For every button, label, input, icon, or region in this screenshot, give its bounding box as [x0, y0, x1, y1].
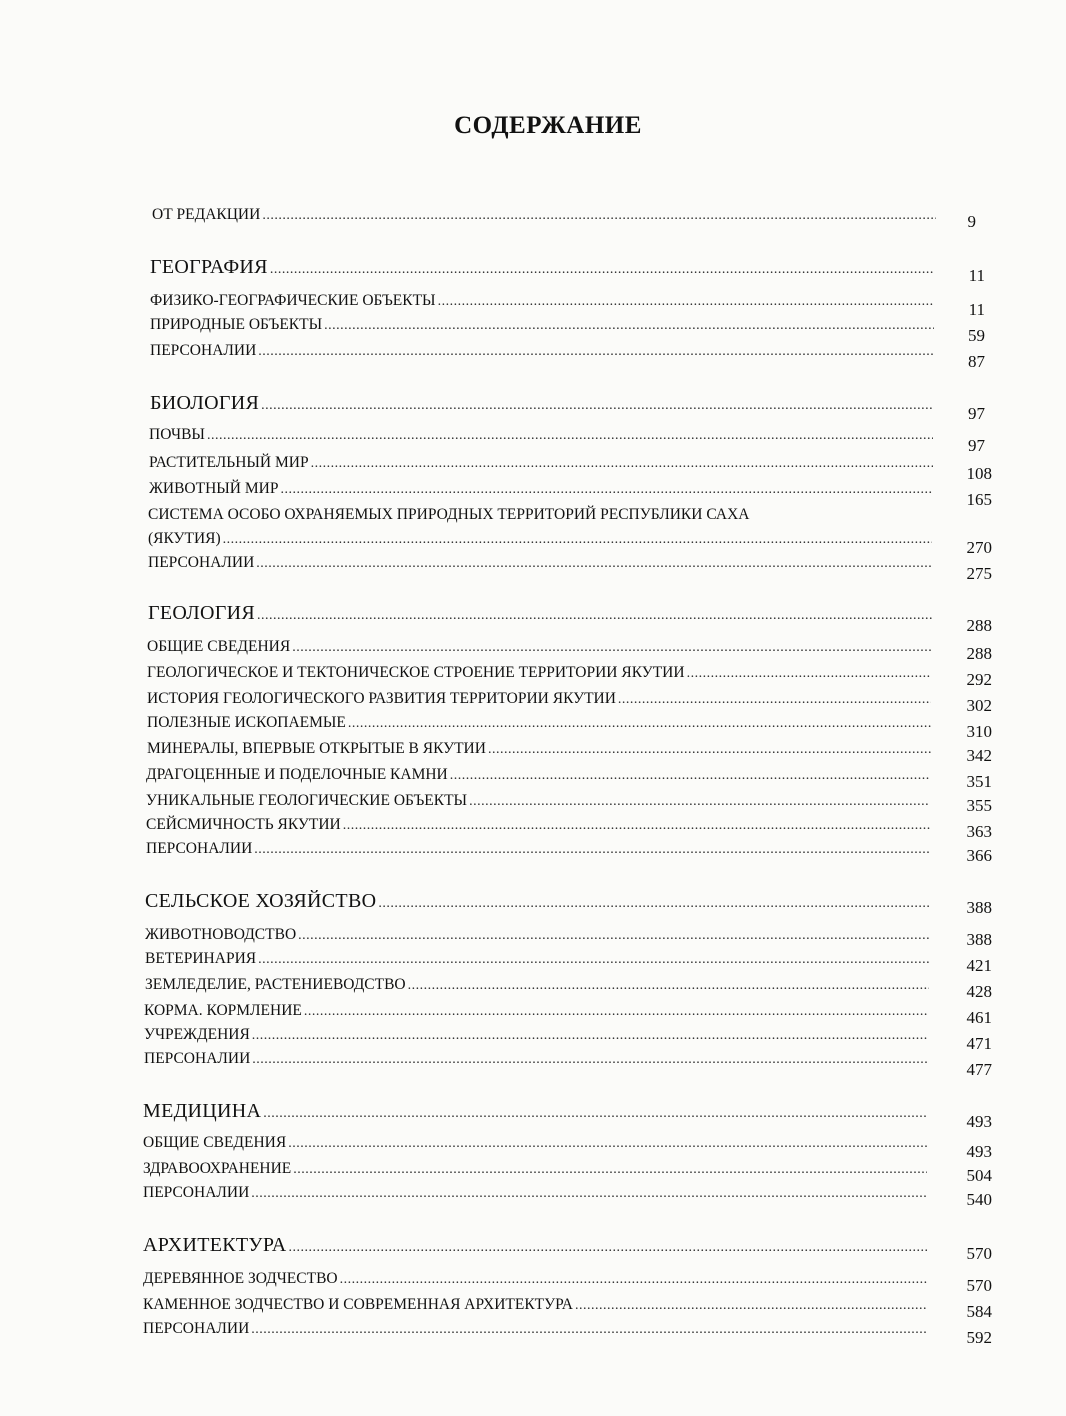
toc-entry[interactable] — [146, 792, 932, 810]
toc-page-number: 292 — [966, 670, 992, 689]
leader-dots — [262, 208, 936, 224]
leader-dots — [292, 640, 931, 656]
toc-entry-label: КОРМА. КОРМЛЕНИЕ — [144, 1002, 302, 1019]
toc-entry-label: ГЕОЛОГИЧЕСКОЕ И ТЕКТОНИЧЕСКОЕ СТРОЕНИЕ ТЕРРИТОРИИ ЯКУТИИ — [147, 664, 685, 681]
toc-entry[interactable] — [149, 426, 935, 444]
toc-entry-label: ПРИРОДНЫЕ ОБЪЕКТЫ — [150, 316, 323, 333]
toc-section-label: БИОЛОГИЯ — [150, 392, 260, 414]
toc-page-number: 275 — [966, 564, 992, 583]
leader-dots — [263, 1106, 927, 1122]
leader-dots — [257, 608, 932, 624]
toc-entry[interactable] — [145, 950, 931, 968]
toc-page-number: 302 — [966, 696, 992, 715]
toc-entry[interactable] — [147, 638, 933, 656]
toc-entry-label: УНИКАЛЬНЫЕ ГЕОЛОГИЧЕСКИЕ ОБЪЕКТЫ — [146, 792, 468, 809]
toc-section[interactable] — [150, 256, 936, 279]
toc-entry[interactable] — [146, 766, 932, 784]
leader-dots — [251, 1186, 927, 1202]
toc-page-number: 366 — [966, 846, 992, 865]
toc-entry-label: ЖИВОТНОВОДСТВО — [145, 926, 297, 943]
toc-entry[interactable] — [147, 714, 933, 732]
toc-page-number: 477 — [966, 1060, 992, 1079]
toc-entry[interactable] — [150, 316, 936, 334]
leader-dots — [207, 428, 933, 444]
toc-entry[interactable] — [145, 926, 931, 944]
toc-entry-label: СЕЙСМИЧНОСТЬ ЯКУТИИ — [146, 816, 341, 833]
toc-page-number: 288 — [966, 616, 992, 635]
toc-entry-label: ЗЕМЛЕДЕЛИЕ, РАСТЕНИЕВОДСТВО — [145, 976, 406, 993]
leader-dots — [311, 456, 933, 472]
page-title: СОДЕРЖАНИЕ — [454, 112, 642, 139]
leader-dots — [258, 952, 929, 968]
leader-dots — [258, 344, 934, 360]
toc-entry-label: (ЯКУТИЯ) — [148, 530, 221, 547]
toc-page-number: 570 — [966, 1276, 992, 1295]
toc-section-label: СЕЛЬСКОЕ ХОЗЯЙСТВО — [145, 890, 377, 912]
toc-page-number: 108 — [966, 464, 992, 483]
toc-entry[interactable] — [152, 206, 938, 224]
toc-entry[interactable] — [147, 740, 933, 758]
toc-page-number: 59 — [968, 326, 985, 345]
toc-page-number: 87 — [968, 352, 985, 371]
toc-page-number: 351 — [966, 772, 992, 791]
leader-dots — [469, 794, 930, 810]
leader-dots — [438, 294, 934, 310]
toc-page-number: 421 — [966, 956, 992, 975]
toc-entry[interactable] — [144, 1050, 930, 1068]
toc-entry-label: МИНЕРАЛЫ, ВПЕРВЫЕ ОТКРЫТЫЕ В ЯКУТИИ — [147, 740, 486, 757]
toc-section[interactable] — [148, 602, 934, 625]
toc-entry[interactable] — [143, 1184, 929, 1202]
toc-entry-label: ФИЗИКО-ГЕОГРАФИЧЕСКИЕ ОБЪЕКТЫ — [150, 292, 436, 309]
toc-entry[interactable] — [150, 342, 936, 360]
toc-page-number: 363 — [966, 822, 992, 841]
toc-entry-label: ДЕРЕВЯННОЕ ЗОДЧЕСТВО — [143, 1270, 338, 1287]
toc-entry-label: РАСТИТЕЛЬНЫЙ МИР — [149, 454, 309, 471]
toc-entry-label: ОБЩИЕ СВЕДЕНИЯ — [143, 1134, 287, 1151]
toc-entry[interactable] — [143, 1296, 929, 1314]
toc-entry-label: КАМЕННОЕ ЗОДЧЕСТВО И СОВРЕМЕННАЯ АРХИТЕКТУРА — [143, 1296, 573, 1313]
toc-entry-label: ПЕРСОНАЛИИ — [146, 840, 253, 857]
toc-page-number: 97 — [968, 404, 985, 423]
toc-entry-label: СИСТЕМА ОСОБО ОХРАНЯЕМЫХ ПРИРОДНЫХ ТЕРРИТОРИЙ РЕСПУБЛИКИ САХА — [148, 506, 750, 523]
leader-dots — [223, 532, 932, 548]
leader-dots — [252, 1052, 928, 1068]
toc-entry-label: ОТ РЕДАКЦИИ — [152, 206, 261, 223]
toc-entry-label: ПОЧВЫ — [149, 426, 205, 443]
leader-dots — [408, 978, 929, 994]
toc-page-number: 388 — [966, 930, 992, 949]
toc-section-label: МЕДИЦИНА — [143, 1100, 262, 1122]
toc-page-number: 11 — [968, 300, 985, 319]
toc-section-label: АРХИТЕКТУРА — [143, 1234, 287, 1256]
toc-page-number: 270 — [966, 538, 992, 557]
toc-page-number: 504 — [966, 1166, 992, 1185]
leader-dots — [289, 1240, 928, 1256]
toc-page-number: 388 — [966, 898, 992, 917]
toc-page-number: 493 — [966, 1112, 992, 1131]
leader-dots — [304, 1004, 928, 1020]
leader-dots — [254, 842, 930, 858]
toc-entry[interactable] — [149, 454, 935, 472]
toc-entry-label: ДРАГОЦЕННЫЕ И ПОДЕЛОЧНЫЕ КАМНИ — [146, 766, 448, 783]
leader-dots — [293, 1162, 927, 1178]
toc-entry-label: ПЕРСОНАЛИИ — [143, 1320, 250, 1337]
toc-entry-label: ИСТОРИЯ ГЕОЛОГИЧЕСКОГО РАЗВИТИЯ ТЕРРИТОРИИ ЯКУТИИ — [147, 690, 616, 707]
leader-dots — [252, 1028, 928, 1044]
leader-dots — [256, 556, 932, 572]
toc-entry-label: ПЕРСОНАЛИИ — [144, 1050, 251, 1067]
toc-entry-label: ЗДРАВООХРАНЕНИЕ — [143, 1160, 292, 1177]
toc-page-number: 570 — [966, 1244, 992, 1263]
leader-dots — [575, 1298, 927, 1314]
toc-entry-label: ОБЩИЕ СВЕДЕНИЯ — [147, 638, 291, 655]
toc-page-number: 461 — [966, 1008, 992, 1027]
toc-entry[interactable] — [150, 292, 936, 310]
toc-page-number: 540 — [966, 1190, 992, 1209]
toc-entry[interactable] — [143, 1160, 929, 1178]
leader-dots — [280, 482, 933, 498]
leader-dots — [340, 1272, 927, 1288]
toc-entry-label: ПЕРСОНАЛИИ — [148, 554, 255, 571]
toc-page-number: 97 — [968, 436, 985, 455]
toc-section-label: ГЕОЛОГИЯ — [148, 602, 255, 624]
toc-entry[interactable] — [145, 976, 931, 994]
toc-entry-label: ВЕТЕРИНАРИЯ — [145, 950, 257, 967]
leader-dots — [324, 318, 934, 334]
toc-page-number: 493 — [966, 1142, 992, 1161]
toc-entry[interactable] — [143, 1320, 929, 1338]
toc-entry[interactable] — [144, 1026, 930, 1044]
toc-entry-label: ПЕРСОНАЛИИ — [143, 1184, 250, 1201]
toc-page-number: 355 — [966, 796, 992, 815]
leader-dots — [488, 742, 931, 758]
leader-dots — [378, 896, 929, 912]
leader-dots — [251, 1322, 927, 1338]
toc-entry[interactable] — [149, 480, 935, 498]
toc-entry[interactable] — [146, 816, 932, 834]
toc-entry-label: ЖИВОТНЫЙ МИР — [149, 480, 279, 497]
toc-page-number: 592 — [966, 1328, 992, 1347]
toc-entry-label: УЧРЕЖДЕНИЯ — [144, 1026, 250, 1043]
toc-entry[interactable] — [146, 840, 932, 858]
toc-entry[interactable] — [147, 690, 933, 708]
toc-section[interactable] — [143, 1100, 929, 1123]
toc-section-label: ГЕОГРАФИЯ — [150, 256, 268, 278]
toc-section[interactable] — [150, 392, 936, 415]
toc-entry[interactable] — [148, 506, 934, 524]
toc-page-number: 584 — [966, 1302, 992, 1321]
leader-dots — [261, 398, 934, 414]
toc-entry[interactable] — [148, 530, 934, 548]
toc-section[interactable] — [143, 1234, 929, 1257]
toc-page-number: 428 — [966, 982, 992, 1001]
toc-entry-label: ПЕРСОНАЛИИ — [150, 342, 257, 359]
leader-dots — [348, 716, 931, 732]
toc-page-number: 471 — [966, 1034, 992, 1053]
toc-page-number: 11 — [968, 266, 985, 285]
leader-dots — [343, 818, 930, 834]
toc-entry[interactable] — [143, 1270, 929, 1288]
leader-dots — [270, 262, 934, 278]
toc-entry[interactable] — [148, 554, 934, 572]
toc-page-number: 310 — [966, 722, 992, 741]
toc-entry[interactable] — [144, 1002, 930, 1020]
toc-page-number: 9 — [967, 212, 976, 231]
leader-dots — [618, 692, 931, 708]
leader-dots — [288, 1136, 927, 1152]
leader-dots — [298, 928, 929, 944]
toc-entry-label: ПОЛЕЗНЫЕ ИСКОПАЕМЫЕ — [147, 714, 346, 731]
toc-section[interactable] — [145, 890, 931, 913]
toc-page-number: 165 — [966, 490, 992, 509]
leader-dots — [687, 666, 931, 682]
toc-entry[interactable] — [147, 664, 933, 682]
toc-page-number: 342 — [966, 746, 992, 765]
toc-page-number: 288 — [966, 644, 992, 663]
toc-entry[interactable] — [143, 1134, 929, 1152]
leader-dots — [450, 768, 930, 784]
